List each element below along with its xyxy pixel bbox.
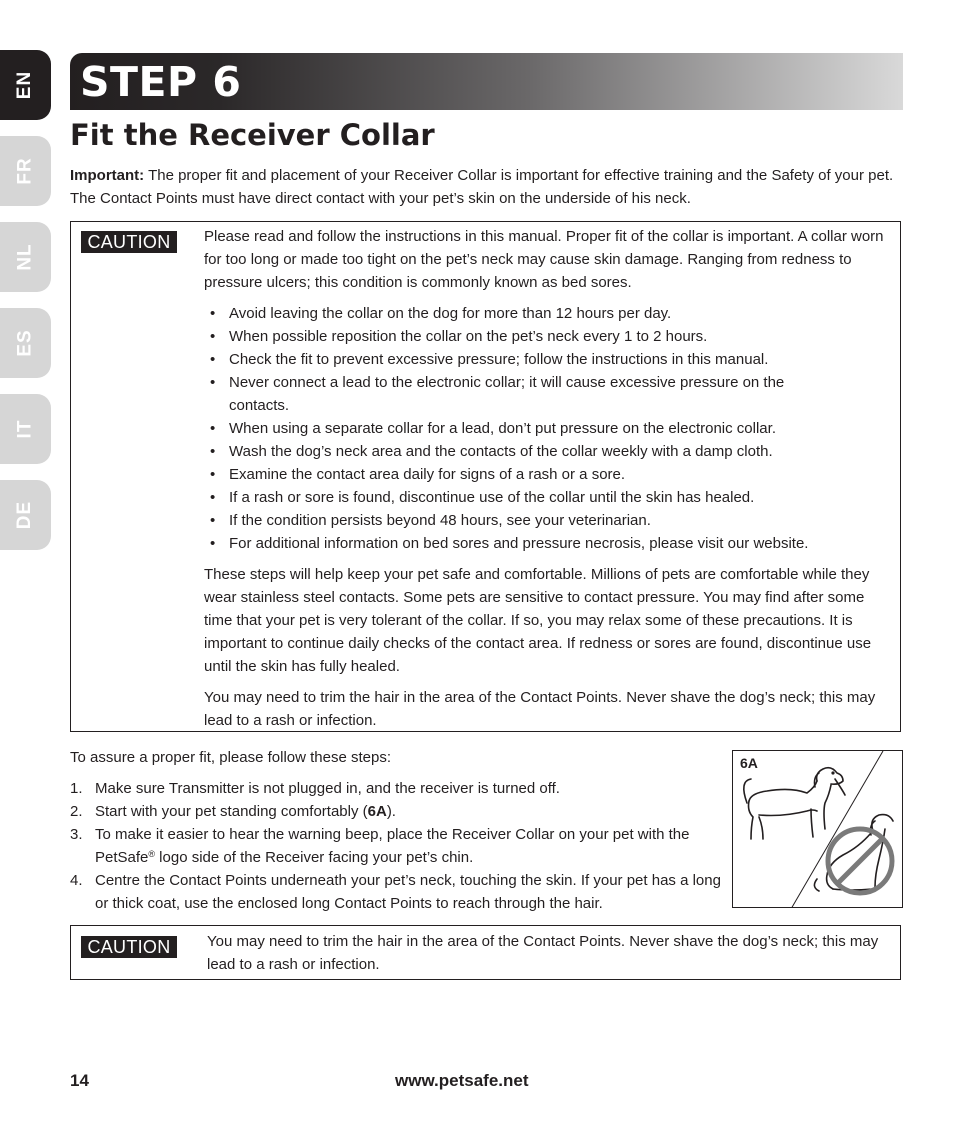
step-number: 1.	[70, 780, 83, 797]
language-tab-de[interactable]	[0, 480, 51, 550]
caution-bullet: • If the condition persists beyond 48 hours, see your veterinarian.	[204, 509, 894, 532]
step-number: 4.	[70, 872, 83, 889]
steps-list	[70, 777, 730, 915]
caution-bullet: • Check the fit to prevent excessive pressure; follow the instructions in this manual.	[204, 348, 894, 371]
figure-reference: 6A	[367, 803, 387, 820]
language-tab-es[interactable]	[0, 308, 51, 378]
caution-box-small	[70, 925, 901, 980]
registered-mark: ®	[148, 849, 156, 859]
caution-paragraph-2: These steps will help keep your pet safe and comfortable. Millions of pets are comfortable while they wear stainless steel contacts. Some pets are sensitive to contact pressure. You may find after some time that your pet is very tolerant of the collar. If so, you may relax some of these precautions. It is important to continue daily checks of the contact area. If redness or sores are found, discontinue use until the skin has fully healed.	[204, 566, 872, 675]
page-number: 14	[70, 1071, 89, 1090]
step-item	[70, 777, 730, 800]
step-text: Make sure Transmitter is not plugged in, and the receiver is turned off.	[95, 780, 560, 797]
intro-text: The proper fit and placement of your Receiver Collar is important for effective training and the Safety of your pet. The Contact Points must have direct contact with your pet’s skin on the underside of his neck.	[70, 167, 894, 207]
website-link[interactable]: www.petsafe.net	[395, 1071, 529, 1090]
language-tab-it[interactable]	[0, 394, 51, 464]
intro-label: Important:	[70, 167, 145, 184]
caution-body: You may need to trim the hair in the area of the Contact Points. Never shave the dog’s neck; this may lead to a rash or infection.	[207, 933, 879, 973]
caution-bullet: • Examine the contact area daily for signs of a rash or a sore.	[204, 463, 894, 486]
caution-box-main	[70, 221, 901, 732]
language-tab-label: NL	[14, 243, 36, 271]
caution-bullet: • When possible reposition the collar on the pet’s neck every 1 to 2 hours.	[204, 325, 894, 348]
figure-label: 6A	[740, 755, 758, 771]
step-text: ).	[386, 803, 396, 820]
caution-bullet: • For additional information on bed sores and pressure necrosis, please visit our website.	[204, 532, 894, 555]
caution-badge: CAUTION	[81, 231, 177, 253]
standing-dog-icon	[744, 768, 845, 839]
language-tab-fr[interactable]	[0, 136, 51, 206]
step-item	[70, 869, 730, 915]
caution-paragraph-1: Please read and follow the instructions in this manual. Proper fit of the collar is important. A collar worn for too long or made too tight on the pet’s neck may cause skin damage. Ranging from redness to pressure ulcers; this condition is commonly known as bed sores.	[204, 228, 884, 291]
figure-6a	[732, 750, 903, 908]
fitting-steps	[70, 746, 730, 915]
step-text: Start with your pet standing comfortably (	[95, 803, 368, 820]
caution-body	[204, 225, 894, 740]
step-text: logo side of the Receiver facing your pet’s chin.	[155, 849, 474, 866]
caution-bullet: • If a rash or sore is found, discontinue use of the collar until the skin has healed.	[204, 486, 894, 509]
steps-intro: To assure a proper fit, please follow these steps:	[70, 749, 392, 766]
step-item	[70, 823, 730, 869]
no-symbol-icon	[828, 829, 892, 893]
intro-paragraph	[70, 164, 900, 210]
caution-bullet: • Wash the dog’s neck area and the contacts of the collar weekly with a damp cloth.	[204, 440, 894, 463]
sitting-dog-icon	[814, 815, 893, 891]
step-number: 3.	[70, 826, 83, 843]
language-tab-label: FR	[14, 157, 36, 185]
step-text: To make it easier to hear the warning beep, place the Receiver Collar on your pet with the PetSafe	[95, 826, 690, 866]
language-tab-label: ES	[14, 329, 36, 357]
caution-badge: CAUTION	[81, 936, 177, 958]
caution-bullet: • Never connect a lead to the electronic collar; it will cause excessive pressure on the contacts.	[204, 371, 894, 417]
step-text: Centre the Contact Points underneath your pet’s neck, touching the skin. If your pet has a long or thick coat, use the enclosed long Contact Points to reach through the hair.	[95, 872, 721, 912]
caution-bullet: • When using a separate collar for a lead, don’t put pressure on the electronic collar.	[204, 417, 894, 440]
step-item	[70, 800, 730, 823]
caution-paragraph-3: You may need to trim the hair in the area of the Contact Points. Never shave the dog’s neck; this may lead to a rash or infection.	[204, 689, 876, 729]
step-number: 2.	[70, 803, 83, 820]
language-tab-nl[interactable]	[0, 222, 51, 292]
step-title: STEP 6	[80, 58, 242, 106]
language-tab-label: DE	[14, 500, 36, 530]
section-title: Fit the Receiver Collar	[70, 118, 435, 152]
step-banner	[70, 53, 903, 110]
language-tab-label: EN	[14, 70, 36, 100]
caution-bullet: • Avoid leaving the collar on the dog for more than 12 hours per day.	[204, 302, 894, 325]
language-tab-en[interactable]	[0, 50, 51, 120]
dog-standing-and-sitting-illustration	[733, 751, 903, 908]
language-tab-label: IT	[14, 419, 36, 439]
caution-bullet-list	[204, 302, 894, 555]
